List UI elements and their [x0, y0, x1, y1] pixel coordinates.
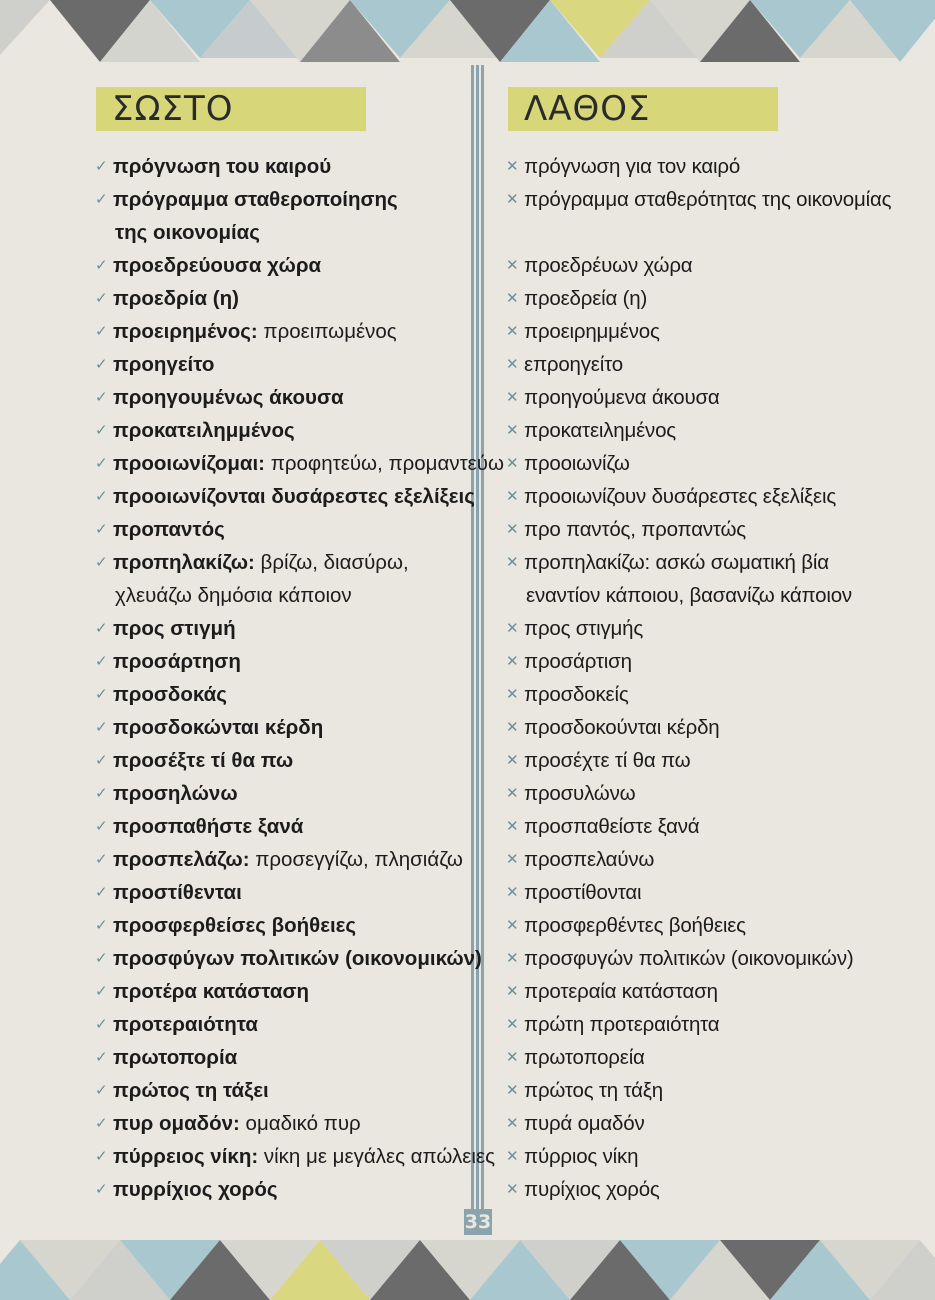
cross-icon: ✕: [506, 1049, 519, 1066]
correct-term: προεδρία (η): [113, 287, 239, 310]
cross-icon: ✕: [506, 521, 519, 538]
correct-term: προηγείτο: [113, 353, 215, 376]
correct-item: [95, 315, 470, 348]
correct-term: της οικονομίας: [115, 221, 260, 244]
wrong-text: προσφερθέντες βοήθειες: [524, 914, 746, 937]
wrong-item: [506, 150, 916, 183]
correct-term: προσπελάζω:: [113, 848, 250, 871]
wrong-text: πρώτη προτεραιότητα: [524, 1013, 720, 1036]
correct-term: προτέρα κατάσταση: [113, 980, 309, 1003]
correct-definition: προειπωμένος: [257, 320, 397, 343]
correct-term: προπαντός: [113, 518, 225, 541]
correct-term: πυρ ομαδόν:: [113, 1112, 240, 1135]
check-icon: ✓: [95, 620, 108, 637]
check-icon: ✓: [95, 917, 108, 934]
correct-item: [95, 150, 470, 183]
check-icon: ✓: [95, 323, 108, 340]
correct-term: προσδοκώνται κέρδη: [113, 716, 324, 739]
correct-item: [95, 249, 470, 282]
wrong-item: [506, 876, 916, 909]
check-icon: ✓: [95, 158, 108, 175]
correct-item: [95, 876, 470, 909]
correct-term: προστίθενται: [113, 881, 242, 904]
wrong-text: πυρίχιος χορός: [524, 1178, 660, 1201]
cross-icon: ✕: [506, 1148, 519, 1165]
correct-definition: ομαδικό πυρ: [239, 1112, 361, 1135]
cross-icon: ✕: [506, 719, 519, 736]
correct-item: [95, 1008, 470, 1041]
wrong-item: [506, 282, 916, 315]
wrong-text: προηγούμενα άκουσα: [524, 386, 720, 409]
cross-icon: ✕: [506, 290, 519, 307]
cross-icon: ✕: [506, 1016, 519, 1033]
check-icon: ✓: [95, 290, 108, 307]
cross-icon: ✕: [506, 422, 519, 439]
correct-term: προοιωνίζονται δυσάρεστες εξελίξεις: [113, 485, 475, 508]
wrong-item: [506, 810, 916, 843]
wrong-text: προ παντός, προπαντώς: [524, 518, 746, 541]
check-icon: ✓: [95, 554, 108, 571]
correct-definition: βρίζω, διασύρω,: [254, 551, 409, 574]
check-icon: ✓: [95, 191, 108, 208]
wrong-item: [506, 711, 916, 744]
wrong-item: [506, 1041, 916, 1074]
wrong-text: προσυλώνω: [524, 782, 636, 805]
check-icon: ✓: [95, 257, 108, 274]
cross-icon: ✕: [506, 752, 519, 769]
correct-header-label: ΣΩΣΤΟ: [112, 89, 234, 129]
cross-icon: ✕: [506, 389, 519, 406]
correct-item: [95, 348, 470, 381]
check-icon: ✓: [95, 521, 108, 538]
correct-term: προσφερθείσες βοήθειες: [113, 914, 357, 937]
correct-list: [95, 150, 505, 1206]
correct-term: προκατειλημμένος: [113, 419, 295, 442]
wrong-text: προστίθονται: [524, 881, 642, 904]
cross-icon: ✕: [506, 158, 519, 175]
cross-icon: ✕: [506, 257, 519, 274]
check-icon: ✓: [95, 653, 108, 670]
correct-item: [95, 513, 470, 546]
correct-definition: προφητεύω, προμαντεύω: [265, 452, 505, 475]
check-icon: ✓: [95, 1181, 108, 1198]
check-icon: ✓: [95, 422, 108, 439]
correct-item: [95, 975, 470, 1008]
wrong-item: [506, 942, 916, 975]
check-icon: ✓: [95, 686, 108, 703]
wrong-text: προεδρέυων χώρα: [524, 254, 693, 277]
correct-item: [95, 612, 470, 645]
wrong-item: [506, 480, 916, 513]
cross-icon: ✕: [506, 785, 519, 802]
correct-item: [95, 810, 470, 843]
top-triangle-pattern: [0, 0, 935, 65]
wrong-text: πυρά ομαδόν: [524, 1112, 645, 1135]
cross-icon: ✕: [506, 917, 519, 934]
wrong-item: [506, 513, 916, 546]
correct-item: [95, 1074, 470, 1107]
correct-item: [95, 546, 470, 579]
check-icon: ✓: [95, 356, 108, 373]
correct-term: πρώτος τη τάξει: [113, 1079, 269, 1102]
cross-icon: ✕: [506, 983, 519, 1000]
correct-definition: νίκη με μεγάλες απώλειες: [258, 1145, 495, 1168]
wrong-item: [506, 1074, 916, 1107]
cross-icon: ✕: [506, 554, 519, 571]
check-icon: ✓: [95, 1115, 108, 1132]
wrong-text: προσπαθείστε ξανά: [524, 815, 700, 838]
wrong-item: [506, 645, 916, 678]
wrong-text: προπηλακίζω: ασκώ σωματική βία: [524, 551, 829, 574]
cross-icon: ✕: [506, 356, 519, 373]
correct-item: [95, 744, 470, 777]
correct-term: προσάρτηση: [113, 650, 241, 673]
bottom-triangle-pattern: [0, 1235, 935, 1300]
correct-item: [95, 777, 470, 810]
wrong-item: [506, 348, 916, 381]
page-body: [0, 65, 935, 1235]
wrong-item: [506, 1173, 916, 1206]
correct-item: [95, 1107, 470, 1140]
wrong-text: προκατειλημένος: [524, 419, 676, 442]
wrong-text: προς στιγμής: [524, 617, 644, 640]
wrong-item: [506, 183, 916, 216]
wrong-text: πρόγραμμα σταθερότητας της οικονομίας: [524, 188, 892, 211]
wrong-text: επροηγείτο: [524, 353, 623, 376]
wrong-text: προσφυγών πολιτικών (οικονομικών): [524, 947, 854, 970]
wrong-text: προσάρτιση: [524, 650, 632, 673]
correct-item: [95, 381, 470, 414]
cross-icon: ✕: [506, 191, 519, 208]
check-icon: ✓: [95, 719, 108, 736]
wrong-item: [506, 777, 916, 810]
correct-term: προειρημένος:: [113, 320, 258, 343]
wrong-item: [506, 843, 916, 876]
cross-icon: ✕: [506, 323, 519, 340]
cross-icon: ✕: [506, 884, 519, 901]
correct-item: [95, 447, 505, 480]
correct-item: [95, 843, 470, 876]
correct-item: [95, 216, 470, 249]
correct-term: πρωτοπορία: [113, 1046, 238, 1069]
correct-term: προηγουμένως άκουσα: [113, 386, 344, 409]
check-icon: ✓: [95, 1016, 108, 1033]
check-icon: ✓: [95, 389, 108, 406]
check-icon: ✓: [95, 983, 108, 1000]
wrong-text: προεδρεία (η): [524, 287, 648, 310]
check-icon: ✓: [95, 1148, 108, 1165]
wrong-text: προσδοκούνται κέρδη: [524, 716, 720, 739]
wrong-header: [508, 87, 778, 131]
check-icon: ✓: [95, 752, 108, 769]
correct-term: προτεραιότητα: [113, 1013, 258, 1036]
correct-item: [95, 183, 470, 216]
check-icon: ✓: [95, 1082, 108, 1099]
check-icon: ✓: [95, 950, 108, 967]
wrong-item: [506, 1140, 916, 1173]
cross-icon: ✕: [506, 653, 519, 670]
correct-term: πρόγνωση του καιρού: [113, 155, 332, 178]
correct-item: [95, 1140, 495, 1173]
wrong-item: [506, 249, 916, 282]
cross-icon: ✕: [506, 620, 519, 637]
cross-icon: ✕: [506, 818, 519, 835]
wrong-text: προειρημμένος: [524, 320, 660, 343]
correct-term: προσφύγων πολιτικών (οικονομικών): [113, 947, 482, 970]
correct-term: προοιωνίζομαι:: [113, 452, 266, 475]
wrong-item: [506, 546, 916, 579]
wrong-item: [506, 744, 916, 777]
correct-term: προπηλακίζω:: [113, 551, 255, 574]
correct-item: [95, 942, 482, 975]
correct-item: [95, 909, 470, 942]
cross-icon: ✕: [506, 851, 519, 868]
cross-icon: ✕: [506, 488, 519, 505]
wrong-item: [506, 381, 916, 414]
wrong-text: προσέχτε τί θα πω: [524, 749, 691, 772]
correct-term: πύρρειος νίκη:: [113, 1145, 259, 1168]
correct-term: πυρρίχιος χορός: [113, 1178, 278, 1201]
cross-icon: ✕: [506, 686, 519, 703]
wrong-text: προσπελαύνω: [524, 848, 655, 871]
correct-term: προσέξτε τί θα πω: [113, 749, 294, 772]
check-icon: ✓: [95, 818, 108, 835]
check-icon: ✓: [95, 1049, 108, 1066]
correct-item: [95, 480, 475, 513]
wrong-text: προτεραία κατάσταση: [524, 980, 718, 1003]
cross-icon: ✕: [506, 455, 519, 472]
wrong-item: [506, 975, 916, 1008]
correct-item: [95, 579, 470, 612]
wrong-text: προοιωνίζουν δυσάρεστες εξελίξεις: [524, 485, 837, 508]
check-icon: ✓: [95, 488, 108, 505]
wrong-item: [506, 909, 916, 942]
correct-item: [95, 1173, 470, 1206]
wrong-item: [506, 1107, 916, 1140]
wrong-item: [506, 678, 916, 711]
correct-definition: προσεγγίζω, πλησιάζω: [249, 848, 463, 871]
wrong-text: προσδοκείς: [524, 683, 629, 706]
cross-icon: ✕: [506, 1082, 519, 1099]
check-icon: ✓: [95, 785, 108, 802]
cross-icon: ✕: [506, 1115, 519, 1132]
correct-item: [95, 678, 470, 711]
correct-item: [95, 414, 470, 447]
cross-icon: ✕: [506, 950, 519, 967]
correct-term: προσδοκάς: [113, 683, 227, 706]
wrong-header-label: ΛΑΘΟΣ: [524, 89, 651, 129]
correct-item: [95, 711, 470, 744]
correct-term: προσηλώνω: [113, 782, 238, 805]
wrong-text: πρώτος τη τάξη: [524, 1079, 663, 1102]
wrong-item: [506, 1008, 916, 1041]
correct-term: προεδρεύουσα χώρα: [113, 254, 322, 277]
wrong-item: [506, 414, 916, 447]
wrong-text: πρωτοπορεία: [524, 1046, 645, 1069]
column-divider: [471, 65, 485, 1235]
correct-definition: χλευάζω δημόσια κάποιον: [115, 584, 352, 607]
wrong-text: πύρριος νίκη: [524, 1145, 639, 1168]
wrong-list: [506, 150, 916, 1206]
wrong-text: προοιωνίζω: [524, 452, 630, 475]
correct-item: [95, 1041, 470, 1074]
check-icon: ✓: [95, 455, 108, 472]
check-icon: ✓: [95, 884, 108, 901]
wrong-text: πρόγνωση για τον καιρό: [524, 155, 741, 178]
page-number: 33: [464, 1211, 492, 1233]
correct-term: προς στιγμή: [113, 617, 236, 640]
correct-item: [95, 645, 470, 678]
check-icon: ✓: [95, 851, 108, 868]
wrong-item: [506, 612, 916, 645]
wrong-text: εναντίον κάποιου, βασανίζω κάποιον: [526, 584, 852, 607]
cross-icon: ✕: [506, 1181, 519, 1198]
wrong-item: [506, 216, 916, 249]
correct-header: [96, 87, 366, 131]
correct-item: [95, 282, 470, 315]
correct-term: προσπαθήστε ξανά: [113, 815, 304, 838]
bottom-triangle-band: [0, 1235, 935, 1300]
wrong-item: [506, 315, 916, 348]
wrong-item: [506, 579, 916, 612]
top-triangle-band: [0, 0, 935, 65]
correct-term: πρόγραμμα σταθεροποίησης: [113, 188, 398, 211]
wrong-item: [506, 447, 916, 480]
